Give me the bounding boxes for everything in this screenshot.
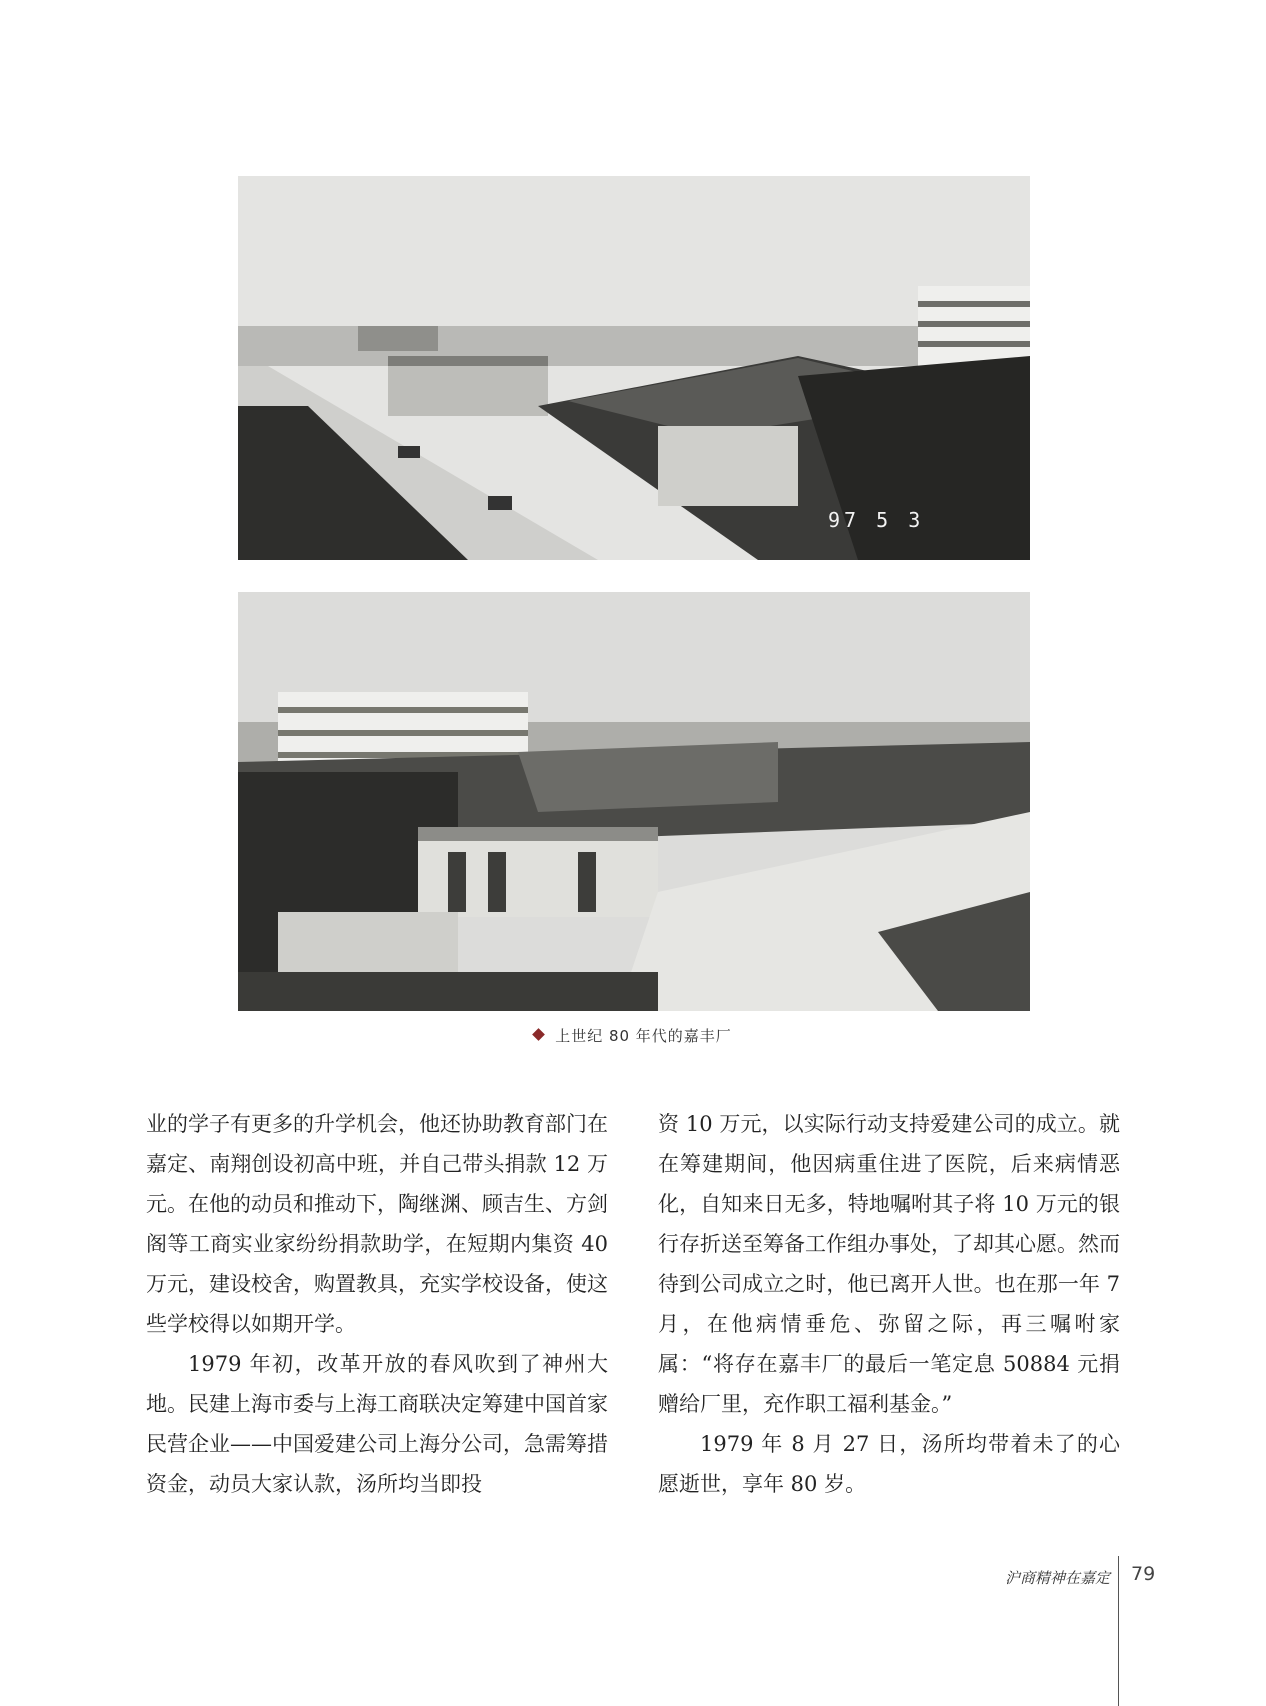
photo-factory-gate <box>238 592 1030 1011</box>
caption-diamond-icon <box>532 1028 545 1041</box>
right-paragraph-1: 资 10 万元，以实际行动支持爱建公司的成立。就在筹建期间，他因病重住进了医院，后来病情恶化，自知来日无多，特地嘱咐其子将 10 万元的银行存折送至筹备工作组办事处，了却其心愿。然而待到公司成立之时，他已离开人世。也在那一年 7 月，在他病情垂危、弥留之际，再三嘱咐家属：“将存在嘉丰厂的最后一笔定息 50884 元捐赠给厂里，充作职工福利基金。” <box>658 1112 1120 1416</box>
caption-text: 上世纪 80 年代的嘉丰厂 <box>555 1027 732 1045</box>
photo-caption <box>0 1025 1266 1046</box>
footer-book-title: 沪商精神在嘉定 <box>1004 1569 1110 1587</box>
photo-date-stamp: 97 5 3 <box>828 508 925 532</box>
left-paragraph-2: 1979 年初，改革开放的春风吹到了神州大地。民建上海市委与上海工商联决定筹建中国首家民营企业——中国爱建公司上海分公司，急需筹措资金，动员大家认款，汤所均当即投 <box>146 1352 608 1496</box>
photo-factory-street-image <box>238 176 1030 560</box>
left-paragraph-1: 业的学子有更多的升学机会，他还协助教育部门在嘉定、南翔创设初高中班，并自己带头捐款 12 万元。在他的动员和推动下，陶继渊、顾吉生、方剑阁等工商实业家纷纷捐款助学，在短期内集资 40 万元，建设校舍，购置教具，充实学校设备，使这些学校得以如期开学。 <box>146 1112 608 1336</box>
left-text-column <box>146 1104 608 1504</box>
footer-vertical-rule <box>1118 1556 1119 1706</box>
photo-factory-gate-image <box>238 592 1030 1011</box>
page-number: 79 <box>1131 1563 1156 1585</box>
photo-factory-street <box>238 176 1030 560</box>
right-text-column <box>658 1104 1120 1504</box>
right-paragraph-2: 1979 年 8 月 27 日，汤所均带着未了的心愿逝世，享年 80 岁。 <box>658 1432 1120 1496</box>
